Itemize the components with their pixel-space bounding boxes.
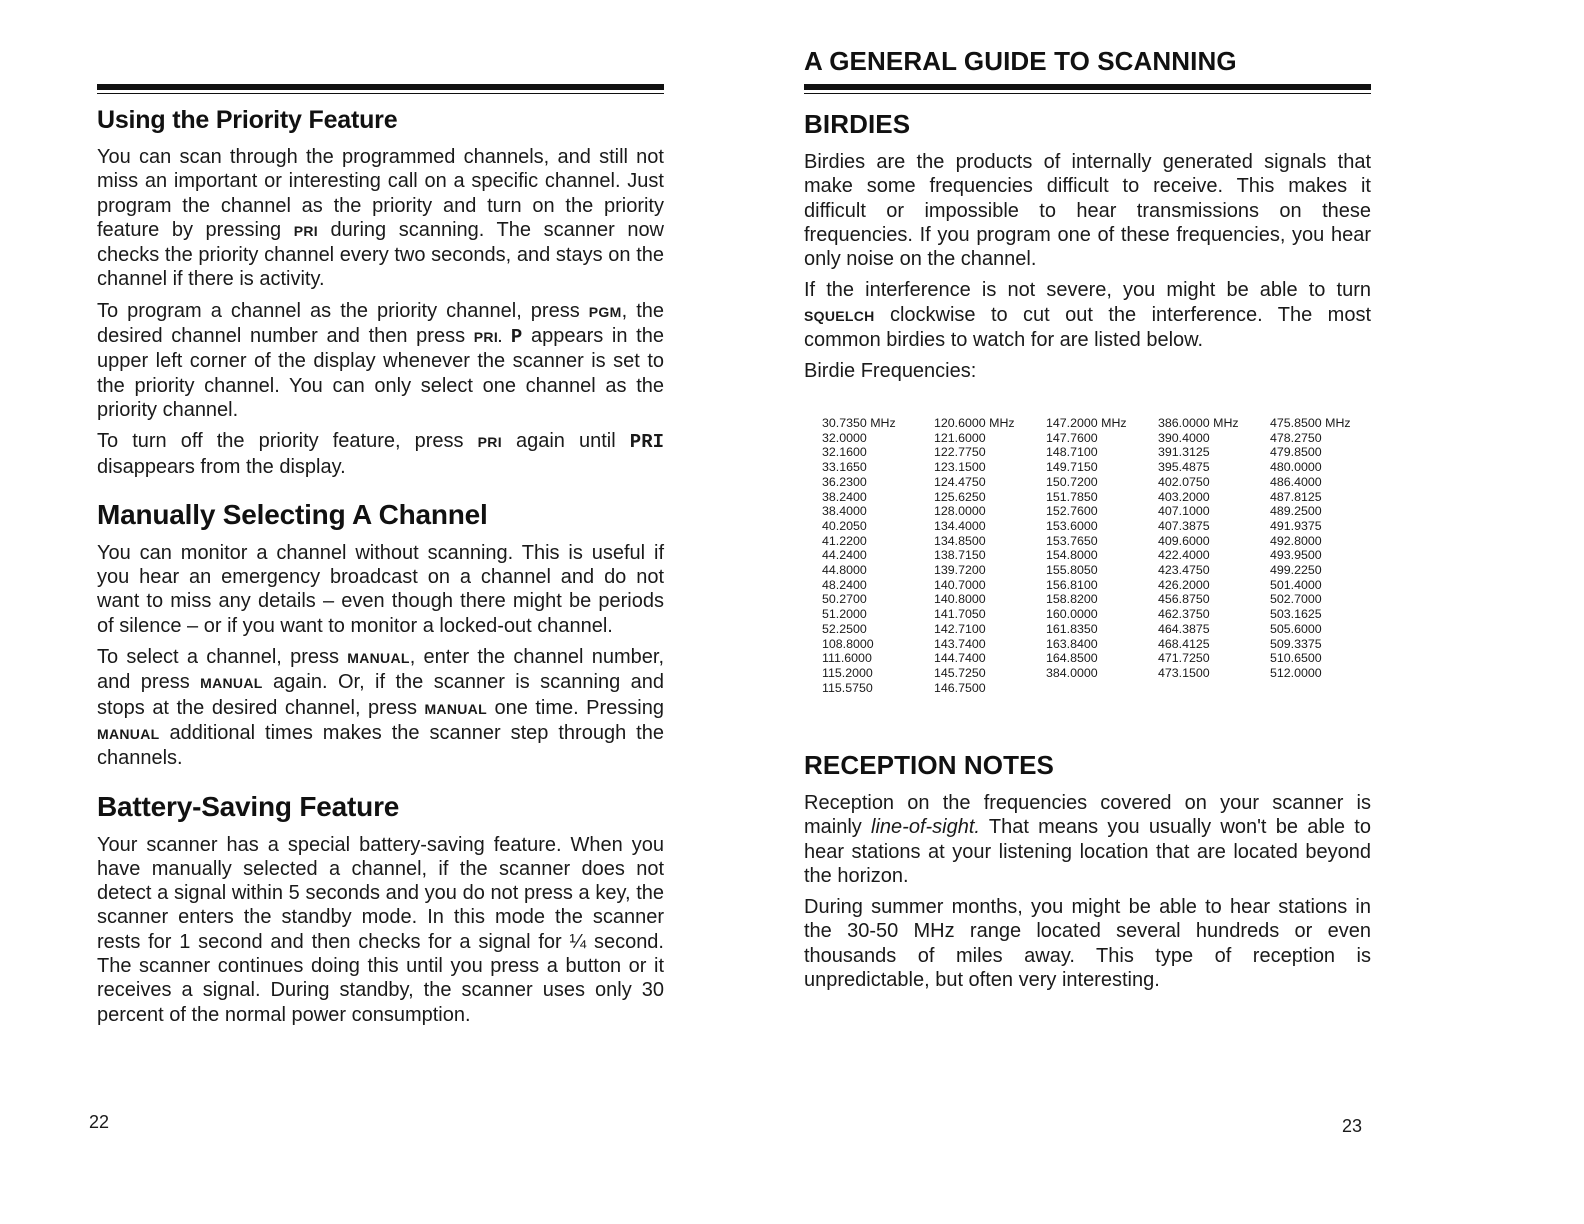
display-pri-indicator: PRI bbox=[629, 431, 665, 454]
squelch-key: SQUELCH bbox=[804, 307, 875, 324]
manual-key: MANUAL bbox=[347, 650, 410, 667]
frequency-value: 120.6000 MHz bbox=[934, 416, 1015, 430]
manual-key: MANUAL bbox=[97, 725, 160, 742]
frequency-value: 505.6000 bbox=[1270, 621, 1322, 636]
frequency-value: 150.7200 bbox=[1046, 474, 1098, 489]
frequency-value: 30.7350 MHz bbox=[822, 416, 896, 430]
frequency-value: 161.8350 bbox=[1046, 621, 1098, 636]
manual-key: MANUAL bbox=[200, 675, 263, 692]
frequency-value: 134.8500 bbox=[934, 533, 986, 548]
frequency-value: 386.0000 MHz bbox=[1158, 416, 1239, 430]
frequency-value: 111.6000 bbox=[822, 651, 872, 666]
right-page bbox=[792, 0, 1584, 1224]
text: , enter the channel number, and press bbox=[97, 646, 665, 694]
frequency-value: 134.4000 bbox=[934, 518, 986, 533]
frequency-value: 115.5750 bbox=[822, 680, 873, 695]
frequency-value: 160.0000 bbox=[1046, 607, 1098, 622]
frequency-value: 142.7100 bbox=[934, 621, 986, 636]
frequency-value: 122.7750 bbox=[934, 445, 986, 460]
frequency-column bbox=[1046, 416, 1158, 695]
frequency-value: 36.2300 bbox=[822, 474, 867, 489]
reception-section bbox=[804, 750, 1371, 992]
frequency-value: 407.3875 bbox=[1158, 518, 1210, 533]
frequency-value: 32.1600 bbox=[822, 445, 867, 460]
frequency-value: 38.4000 bbox=[822, 504, 867, 519]
frequency-value: 156.8100 bbox=[1046, 577, 1098, 592]
frequency-value: 390.4000 bbox=[1158, 430, 1210, 445]
text: disappears from the display. bbox=[97, 455, 346, 478]
frequency-value: 409.6000 bbox=[1158, 533, 1210, 548]
frequency-value: 123.1500 bbox=[934, 460, 986, 475]
text: To turn off the priority feature, press bbox=[97, 430, 478, 453]
text bbox=[502, 325, 511, 347]
frequency-value: 50.2700 bbox=[822, 592, 867, 607]
frequency-value: 403.2000 bbox=[1158, 489, 1210, 504]
frequency-value: 480.0000 bbox=[1270, 460, 1322, 475]
frequency-value: 33.1650 bbox=[822, 460, 867, 475]
top-rule bbox=[804, 84, 1371, 90]
frequency-value: 52.2500 bbox=[822, 621, 867, 636]
text: during scanning. The scanner now checks the priority channel every two seconds, and stays on the channel if there is activity. bbox=[97, 218, 665, 291]
manual-paragraph-2 bbox=[97, 645, 664, 770]
priority-heading: Using the Priority Feature bbox=[97, 106, 398, 134]
frequency-value: 510.6500 bbox=[1270, 651, 1322, 666]
birdie-frequencies-label: Birdie Frequencies: bbox=[804, 360, 977, 383]
frequency-value: 147.2000 MHz bbox=[1046, 416, 1127, 430]
page-number: 22 bbox=[89, 1112, 110, 1132]
frequency-value: 139.7200 bbox=[934, 563, 986, 578]
frequency-value: 487.8125 bbox=[1270, 489, 1322, 504]
frequency-value: 143.7400 bbox=[934, 636, 986, 651]
text: If the interference is not severe, you might be able to turn bbox=[804, 279, 1371, 302]
pgm-key: PGM bbox=[588, 303, 622, 320]
frequency-value: 125.6250 bbox=[934, 489, 986, 504]
frequency-value: 51.2000 bbox=[822, 607, 867, 622]
frequency-value: 138.7150 bbox=[934, 548, 986, 563]
frequency-value: 140.8000 bbox=[934, 592, 986, 607]
right-column bbox=[804, 100, 1371, 384]
text: Reception on the frequencies covered on your scanner is mainly bbox=[804, 792, 1371, 839]
frequency-value: 423.4750 bbox=[1158, 563, 1210, 578]
frequency-value: 152.7600 bbox=[1046, 504, 1098, 519]
emphasis: line-of-sight. bbox=[871, 816, 980, 839]
frequency-value: 462.3750 bbox=[1158, 607, 1210, 622]
birdies-paragraph-1: Birdies are the products of internally generated signals that make some frequencies difficult to receive. This makes it difficult or impossible to hear transmissions on these frequencies. If you program one of these frequencies, you hear only noise on the channel. bbox=[804, 151, 1371, 271]
pri-key: PRI. bbox=[473, 329, 503, 346]
frequency-value: 426.2000 bbox=[1158, 577, 1210, 592]
frequency-value: 155.8050 bbox=[1046, 563, 1098, 578]
manual-heading: Manually Selecting A Channel bbox=[97, 498, 488, 530]
frequency-value: 422.4000 bbox=[1158, 548, 1210, 563]
frequency-value: 493.9500 bbox=[1270, 548, 1322, 563]
text: That means you usually won't be able to hear stations at your listening location that are located beyond the horizon. bbox=[804, 816, 1371, 887]
pri-key: PRI bbox=[477, 434, 502, 451]
frequency-value: 141.7050 bbox=[934, 607, 986, 622]
frequency-value: 395.4875 bbox=[1158, 460, 1210, 475]
birdies-heading: BIRDIES bbox=[804, 109, 911, 139]
battery-heading: Battery-Saving Feature bbox=[97, 790, 400, 822]
frequency-value: 475.8500 MHz bbox=[1270, 416, 1351, 430]
frequency-value: 407.1000 bbox=[1158, 504, 1210, 519]
text: appears in the upper left corner of the display whenever the scanner is set to the priority channel. You can only select one channel as the priority channel. bbox=[97, 325, 664, 421]
text: To program a channel as the priority channel, press bbox=[97, 299, 589, 322]
frequency-column bbox=[822, 416, 934, 695]
frequency-value: 391.3125 bbox=[1158, 445, 1210, 460]
frequency-value: 384.0000 bbox=[1046, 665, 1098, 680]
frequency-value: 492.8000 bbox=[1270, 533, 1322, 548]
text: additional times makes the scanner step through the channels. bbox=[97, 721, 664, 770]
frequency-value: 108.8000 bbox=[822, 636, 874, 651]
frequency-value: 32.0000 bbox=[822, 430, 867, 445]
display-p-indicator: P bbox=[510, 326, 523, 349]
frequency-value: 491.9375 bbox=[1270, 518, 1322, 533]
frequency-value: 151.7850 bbox=[1046, 489, 1098, 504]
frequency-value: 456.8750 bbox=[1158, 592, 1210, 607]
text: , the desired channel number and then press bbox=[97, 299, 664, 348]
frequency-value: 154.8000 bbox=[1046, 548, 1098, 563]
frequency-value: 44.8000 bbox=[822, 563, 867, 578]
battery-paragraph-1: Your scanner has a special battery-saving feature. When you have manually selected a channel, if the scanner does not detect a signal within 5 seconds and you do not press a key, the scanner enters the standby mode. In this mode the scanner rests for 1 second and then checks for a signal for ¼ second. The scanner continues doing this until you press a button or it receives a signal. During standby, the scanner uses only 30 percent of the normal power consumption. bbox=[97, 833, 664, 1026]
frequency-value: 145.7250 bbox=[934, 665, 986, 680]
frequency-value: 48.2400 bbox=[822, 577, 867, 592]
frequency-value: 468.4125 bbox=[1158, 636, 1210, 651]
birdie-frequency-table bbox=[822, 416, 1382, 695]
frequency-column bbox=[1158, 416, 1270, 695]
text: You can scan through the programmed channels, and still not miss an important or interesting call on a specific channel. Just program the channel as the priority and turn on the priority feature by pressing bbox=[97, 146, 664, 241]
frequency-value: 464.3875 bbox=[1158, 621, 1210, 636]
frequency-value: 41.2200 bbox=[822, 533, 867, 548]
frequency-value: 402.0750 bbox=[1158, 474, 1210, 489]
frequency-value: 478.2750 bbox=[1270, 430, 1322, 445]
manual-key: MANUAL bbox=[424, 700, 487, 717]
left-column bbox=[97, 100, 664, 1027]
frequency-value: 124.4750 bbox=[934, 474, 986, 489]
frequency-value: 479.8500 bbox=[1270, 445, 1322, 460]
frequency-value: 38.2400 bbox=[822, 489, 867, 504]
frequency-value: 473.1500 bbox=[1158, 665, 1210, 680]
reception-paragraph-1 bbox=[804, 791, 1371, 888]
frequency-value: 512.0000 bbox=[1270, 665, 1322, 680]
frequency-value: 149.7150 bbox=[1046, 460, 1098, 475]
priority-paragraph-3 bbox=[97, 429, 664, 479]
frequency-column bbox=[1270, 416, 1382, 695]
page-title: A GENERAL GUIDE TO SCANNING bbox=[804, 46, 1237, 76]
frequency-value: 115.2000 bbox=[822, 665, 873, 680]
text: To select a channel, press bbox=[97, 646, 348, 669]
page-number: 23 bbox=[1342, 1116, 1363, 1136]
priority-paragraph-2 bbox=[97, 299, 664, 422]
frequency-value: 471.7250 bbox=[1158, 651, 1210, 666]
frequency-value: 144.7400 bbox=[934, 651, 986, 666]
frequency-value: 147.7600 bbox=[1046, 430, 1098, 445]
frequency-value: 44.2400 bbox=[822, 548, 867, 563]
frequency-value: 163.8400 bbox=[1046, 636, 1098, 651]
frequency-value: 489.2500 bbox=[1270, 504, 1322, 519]
frequency-value: 146.7500 bbox=[934, 680, 986, 695]
reception-heading: RECEPTION NOTES bbox=[804, 750, 1054, 780]
frequency-value: 164.8500 bbox=[1046, 651, 1098, 666]
frequency-value: 503.1625 bbox=[1270, 607, 1322, 622]
pri-key: PRI bbox=[293, 222, 318, 239]
manual-paragraph-1: You can monitor a channel without scanning. This is useful if you hear an emergency broadcast on a channel and do not want to miss any details – even though there might be periods of silence – or if you want to monitor a locked-out channel. bbox=[97, 541, 664, 637]
frequency-value: 499.2250 bbox=[1270, 563, 1322, 578]
frequency-value: 148.7100 bbox=[1046, 445, 1098, 460]
frequency-value: 40.2050 bbox=[822, 518, 867, 533]
frequency-value: 128.0000 bbox=[934, 504, 986, 519]
frequency-column bbox=[934, 416, 1046, 695]
frequency-value: 153.6000 bbox=[1046, 518, 1098, 533]
text: one time. Pressing bbox=[486, 696, 664, 719]
birdies-paragraph-2 bbox=[804, 278, 1371, 352]
frequency-value: 502.7000 bbox=[1270, 592, 1322, 607]
frequency-value: 501.4000 bbox=[1270, 577, 1322, 592]
reception-paragraph-2: During summer months, you might be able to hear stations in the 30-50 MHz range located several hundreds or even thousands of miles away. This type of reception is unpredictable, but often very interesting. bbox=[804, 896, 1371, 992]
frequency-value: 509.3375 bbox=[1270, 636, 1322, 651]
text: clockwise to cut out the interference. The most common birdies to watch for are listed below. bbox=[804, 303, 1371, 352]
priority-paragraph-1 bbox=[97, 145, 664, 292]
frequency-value: 486.4000 bbox=[1270, 474, 1322, 489]
frequency-value: 140.7000 bbox=[934, 577, 986, 592]
top-rule bbox=[97, 84, 664, 90]
text: again. Or, if the scanner is scanning and stops at the desired channel, press bbox=[97, 671, 665, 719]
frequency-value: 121.6000 bbox=[934, 430, 986, 445]
frequency-value: 158.8200 bbox=[1046, 592, 1098, 607]
frequency-value: 153.7650 bbox=[1046, 533, 1098, 548]
text: again until bbox=[501, 430, 630, 453]
